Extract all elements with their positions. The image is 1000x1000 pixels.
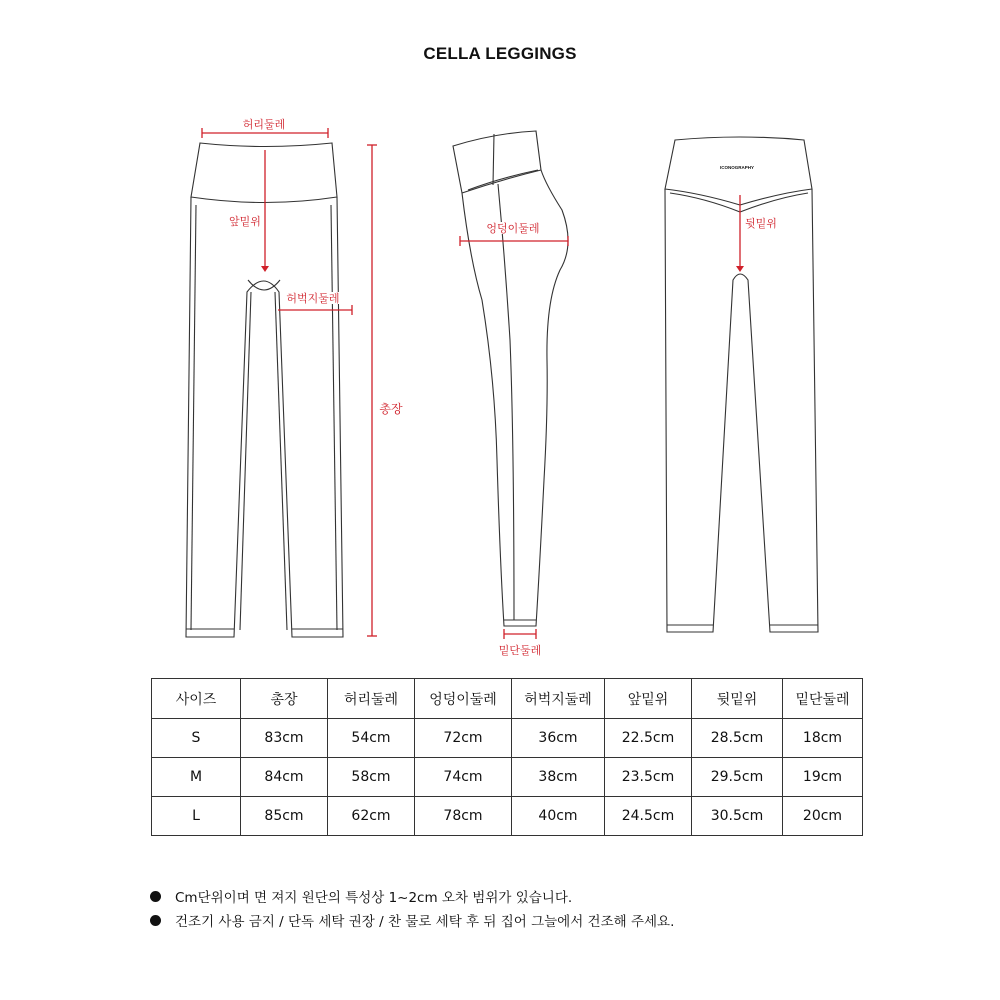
- table-cell: 24.5cm: [605, 797, 692, 836]
- thigh-label: 허벅지둘레: [286, 292, 340, 305]
- side-view-drawing: [453, 131, 568, 626]
- size-cell: L: [152, 797, 241, 836]
- size-cell: M: [152, 758, 241, 797]
- table-cell: 85cm: [241, 797, 328, 836]
- table-cell: 83cm: [241, 719, 328, 758]
- header-cell: 앞밑위: [605, 679, 692, 719]
- header-cell: 총장: [241, 679, 328, 719]
- table-cell: 18cm: [783, 719, 863, 758]
- back-rise-label: 뒷밑위: [745, 217, 777, 230]
- bullet-icon: [150, 915, 161, 926]
- header-cell: 밑단둘레: [783, 679, 863, 719]
- back-measure-lines: [736, 195, 744, 272]
- table-cell: 29.5cm: [692, 758, 783, 797]
- note-text: Cm단위이며 면 져지 원단의 특성상 1~2cm 오차 범위가 있습니다.: [175, 890, 573, 906]
- bullet-icon: [150, 891, 161, 902]
- table-cell: 30.5cm: [692, 797, 783, 836]
- note-item: [150, 908, 674, 932]
- table-cell: 74cm: [415, 758, 512, 797]
- size-cell: S: [152, 719, 241, 758]
- header-cell: 허리둘레: [328, 679, 415, 719]
- front-rise-label: 앞밑위: [229, 215, 261, 228]
- header-cell: 허벅지둘레: [512, 679, 605, 719]
- table-cell: 19cm: [783, 758, 863, 797]
- header-cell: 뒷밑위: [692, 679, 783, 719]
- hip-label: 엉덩이둘레: [486, 222, 540, 235]
- table-row: [152, 797, 863, 836]
- hem-label: 밑단둘레: [498, 644, 542, 657]
- table-cell: 78cm: [415, 797, 512, 836]
- header-cell: 사이즈: [152, 679, 241, 719]
- table-cell: 22.5cm: [605, 719, 692, 758]
- note-text: 건조기 사용 금지 / 단독 세탁 권장 / 찬 물로 세탁 후 뒤 집어 그늘에서 건조해 주세요.: [175, 914, 675, 930]
- table-header-row: [152, 679, 863, 719]
- back-view-drawing: [665, 137, 818, 632]
- brand-logo: ICONOGRAPHY: [719, 165, 755, 170]
- table-row: [152, 758, 863, 797]
- table-cell: 62cm: [328, 797, 415, 836]
- table-cell: 36cm: [512, 719, 605, 758]
- table-row: [152, 719, 863, 758]
- note-item: [150, 884, 674, 908]
- table-cell: 40cm: [512, 797, 605, 836]
- total-length-label: 총장: [379, 402, 403, 416]
- table-cell: 58cm: [328, 758, 415, 797]
- header-cell: 엉덩이둘레: [415, 679, 512, 719]
- waist-label: 허리둘레: [242, 118, 286, 131]
- table-cell: 23.5cm: [605, 758, 692, 797]
- product-title: CELLA LEGGINGS: [423, 44, 577, 63]
- table-cell: 72cm: [415, 719, 512, 758]
- table-cell: 54cm: [328, 719, 415, 758]
- table-cell: 20cm: [783, 797, 863, 836]
- size-chart-table: [151, 678, 863, 836]
- care-notes: [150, 884, 674, 932]
- table-cell: 84cm: [241, 758, 328, 797]
- table-cell: 38cm: [512, 758, 605, 797]
- table-cell: 28.5cm: [692, 719, 783, 758]
